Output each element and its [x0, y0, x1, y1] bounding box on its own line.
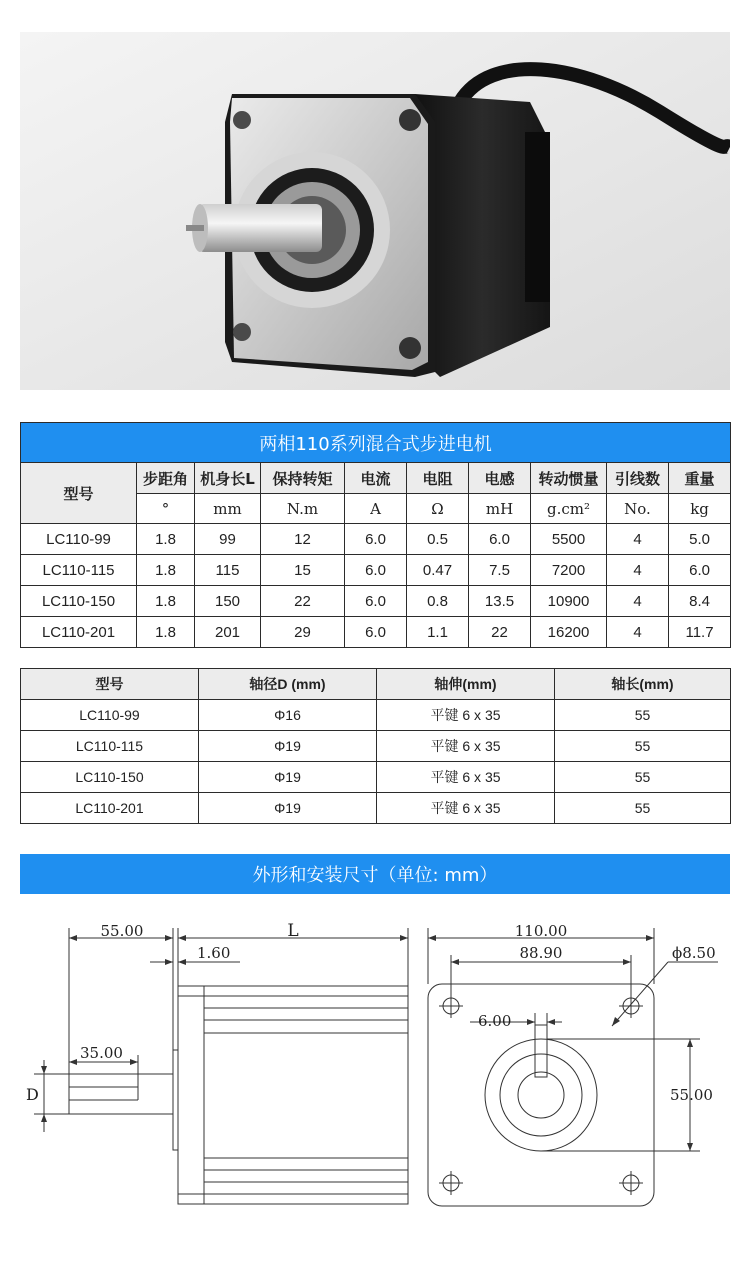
table-cell: 0.8: [407, 586, 469, 617]
table-cell: 15: [261, 555, 345, 586]
dim-hole-spacing: 88.90: [519, 944, 563, 962]
table-cell: 7.5: [469, 555, 531, 586]
unit-cell: °: [137, 494, 195, 524]
dim-body-length: L: [287, 921, 299, 941]
dim-boss: 55.00: [670, 1086, 713, 1104]
dim-hole-diameter: ϕ8.50: [672, 944, 716, 962]
table-cell: 12: [261, 524, 345, 555]
header-shaft-diameter: 轴径D (mm): [199, 669, 377, 700]
table-cell: 150: [195, 586, 261, 617]
header-inductance: 电感: [469, 463, 531, 494]
unit-cell: kg: [669, 494, 731, 524]
table-cell: 6.0: [345, 555, 407, 586]
unit-cell: No.: [607, 494, 669, 524]
unit-cell: Ω: [407, 494, 469, 524]
motor-body-outline: [178, 986, 408, 1204]
table-row: [21, 617, 731, 648]
unit-cell: mH: [469, 494, 531, 524]
table-cell: 8.4: [669, 586, 731, 617]
header-shaft-length: 轴长(mm): [555, 669, 731, 700]
table-cell: 1.1: [407, 617, 469, 648]
table-cell: 0.47: [407, 555, 469, 586]
header-holding-torque: 保持转矩: [261, 463, 345, 494]
table-cell: 6.0: [345, 617, 407, 648]
header-resistance: 电阻: [407, 463, 469, 494]
table-cell: Φ16: [199, 700, 377, 731]
table-cell: 1.8: [137, 524, 195, 555]
table-cell: 11.7: [669, 617, 731, 648]
dim-width: 110.00: [514, 922, 568, 940]
header-model: 型号: [21, 463, 137, 524]
table-cell: 5.0: [669, 524, 731, 555]
table-row: [21, 555, 731, 586]
table-cell: 55: [555, 700, 731, 731]
table-cell: 29: [261, 617, 345, 648]
table-cell: LC110-115: [21, 731, 199, 762]
table-cell: 99: [195, 524, 261, 555]
shaft-table: [20, 668, 731, 824]
dim-key-length: 35.00: [80, 1044, 123, 1062]
table-cell: 1.8: [137, 555, 195, 586]
spec-table-title: 两相110系列混合式步进电机: [21, 423, 731, 463]
dim-diameter: D: [26, 1085, 39, 1104]
header-body-length: 机身长L: [195, 463, 261, 494]
table-cell: LC110-99: [21, 700, 199, 731]
table-row: [21, 793, 731, 824]
header-current: 电流: [345, 463, 407, 494]
table-cell: 4: [607, 524, 669, 555]
shaft-outline: [69, 1074, 173, 1114]
header-shaft-extension: 轴伸(mm): [377, 669, 555, 700]
dim-flange: 1.60: [197, 944, 231, 962]
table-cell: 4: [607, 555, 669, 586]
table-cell: LC110-201: [21, 793, 199, 824]
table-cell: 22: [261, 586, 345, 617]
table-cell: LC110-150: [21, 762, 199, 793]
header-model: 型号: [21, 669, 199, 700]
table-cell: 1.8: [137, 586, 195, 617]
header-leads: 引线数: [607, 463, 669, 494]
table-cell: 55: [555, 793, 731, 824]
table-cell: 115: [195, 555, 261, 586]
table-cell: Φ19: [199, 793, 377, 824]
table-cell: 10900: [531, 586, 607, 617]
table-cell: 16200: [531, 617, 607, 648]
spec-table: [20, 422, 731, 648]
table-cell: 201: [195, 617, 261, 648]
table-row: [21, 700, 731, 731]
header-weight: 重量: [669, 463, 731, 494]
table-row: [21, 524, 731, 555]
unit-cell: mm: [195, 494, 261, 524]
table-cell: 55: [555, 762, 731, 793]
unit-cell: g.cm²: [531, 494, 607, 524]
table-cell: 0.5: [407, 524, 469, 555]
table-cell: 4: [607, 586, 669, 617]
table-cell: 4: [607, 617, 669, 648]
table-cell: 7200: [531, 555, 607, 586]
table-cell: 6.0: [469, 524, 531, 555]
table-cell: Φ19: [199, 731, 377, 762]
table-cell: LC110-201: [21, 617, 137, 648]
unit-cell: N.m: [261, 494, 345, 524]
table-row: [21, 586, 731, 617]
dim-key-width: 6.00: [478, 1012, 512, 1030]
header-step-angle: 步距角: [137, 463, 195, 494]
dimension-drawing: [0, 900, 750, 1210]
dim-shaft-length: 55.00: [100, 922, 144, 940]
table-cell: LC110-99: [21, 524, 137, 555]
header-inertia: 转动惯量: [531, 463, 607, 494]
table-cell: LC110-115: [21, 555, 137, 586]
table-cell: 平键 6 x 35: [377, 793, 555, 824]
table-row: [21, 762, 731, 793]
table-cell: 55: [555, 731, 731, 762]
table-cell: 平键 6 x 35: [377, 700, 555, 731]
table-cell: 6.0: [345, 524, 407, 555]
table-cell: 22: [469, 617, 531, 648]
table-cell: 平键 6 x 35: [377, 762, 555, 793]
table-cell: LC110-150: [21, 586, 137, 617]
table-cell: Φ19: [199, 762, 377, 793]
table-cell: 平键 6 x 35: [377, 731, 555, 762]
table-cell: 6.0: [345, 586, 407, 617]
table-cell: 5500: [531, 524, 607, 555]
table-cell: 13.5: [469, 586, 531, 617]
unit-cell: A: [345, 494, 407, 524]
table-cell: 6.0: [669, 555, 731, 586]
dimension-banner: 外形和安装尺寸（单位: mm）: [20, 854, 730, 894]
table-row: [21, 731, 731, 762]
table-cell: 1.8: [137, 617, 195, 648]
product-photo: [20, 32, 730, 390]
